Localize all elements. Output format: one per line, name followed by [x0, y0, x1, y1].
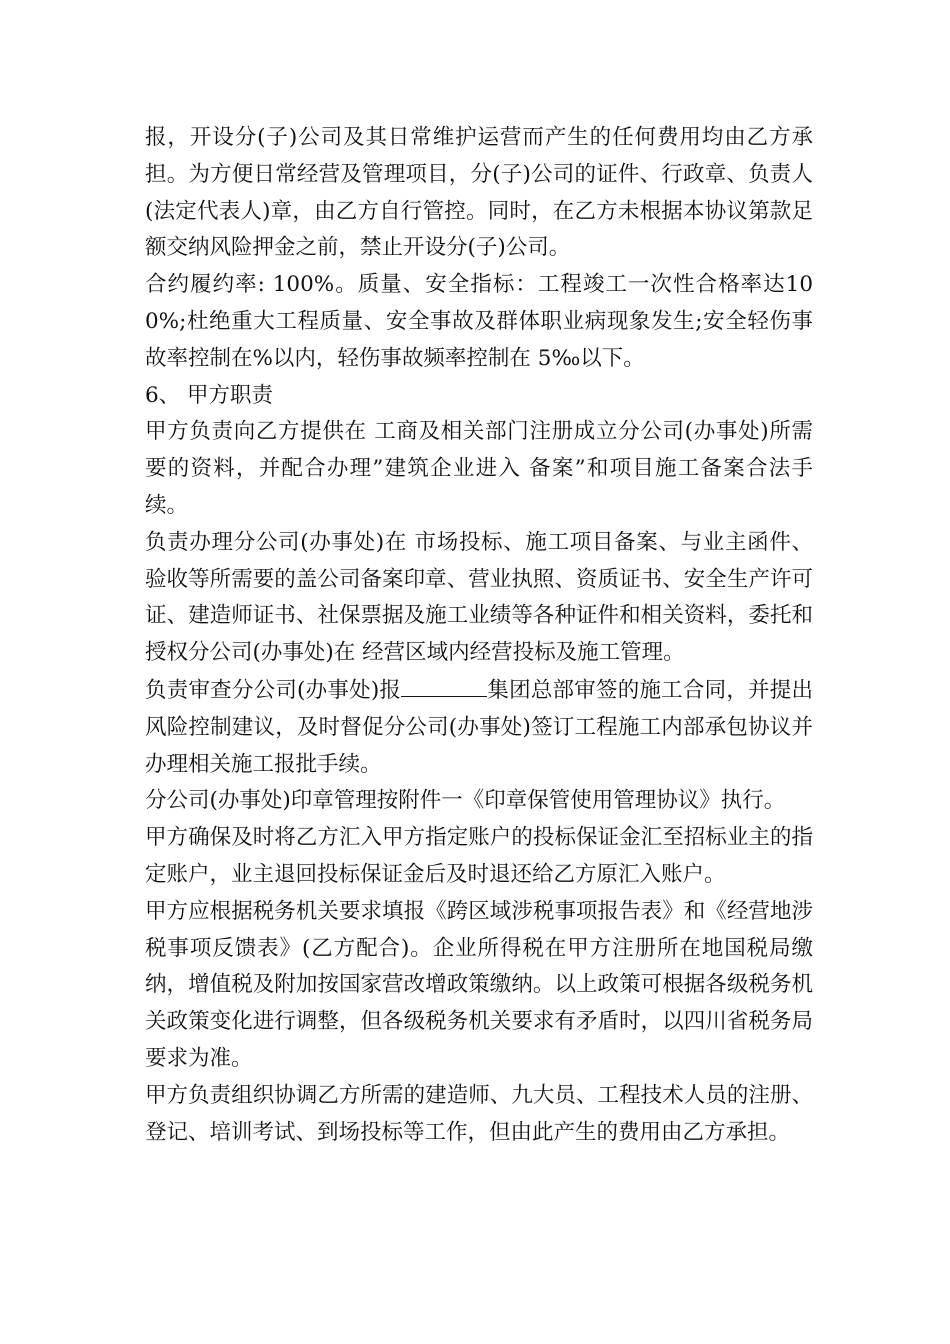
paragraph-seals-and-certificates: 负责办理分公司(办事处)在 市场投标、施工项目备案、与业主函件、验收等所需要的盖公司备案印章、营业执照、资质证书、安全生产许可证、建造师证书、社保票据及施工业绩等各种证件和相关资料，委托和授权分公司(办事处)在 经营区域内经营投标及施工管理。: [145, 529, 813, 666]
document-body: [145, 120, 813, 1151]
paragraph-seal-management: 分公司(办事处)印章管理按附件一《印章保管使用管理协议》执行。: [145, 788, 786, 814]
paragraph-branch-costs: 报，开设分(子)公司及其日常维护运营而产生的任何费用均由乙方承担。为方便日常经营及管理项目，分(子)公司的证件、行政章、负责人(法定代表人)章，由乙方自行管控。同时，在乙方未根据本协议第款足额交纳风险押金之前，禁止开设分(子)公司。: [145, 125, 813, 261]
contract-review-text-after: 集团总部审签的施工合同，并提出风险控制建议，及时督促分公司(办事处)签订工程施工内部承包协议并办理相关施工报批手续。: [145, 677, 813, 777]
paragraph-contract-review: [145, 672, 813, 783]
paragraph-personnel-coordination: 甲方负责组织协调乙方所需的建造师、九大员、工程技术人员的注册、登记、培训考试、到场投标等工作，但由此产生的费用由乙方承担。: [145, 1082, 813, 1145]
blank-underline: [401, 672, 487, 697]
paragraph-performance-rate: 合约履约率: 100%。质量、安全指标：工程竣工一次性合格率达100%;杜绝重大工程质量、安全事故及群体职业病现象发生;安全轻伤事故率控制在%以内，轻伤事故频率控制在 5‰以下。: [145, 272, 813, 371]
paragraph-registration-materials: 甲方负责向乙方提供在 工商及相关部门注册成立分公司(办事处)所需要的资料，并配合办理”建筑企业进入 备案”和项目施工备案合法手续。: [145, 419, 813, 518]
paragraph-tax-reporting: 甲方应根据税务机关要求填报《跨区域涉税事项报告表》和《经营地涉税事项反馈表》(乙方配合)。企业所得税在甲方注册所在地国税局缴纳，增值税及附加按国家营改增政策缴纳。以上政策可根据各级税务机关政策变化进行调整，但各级税务机关要求有矛盾时，以四川省税务局要求为准。: [145, 898, 813, 1071]
contract-review-text-before: 负责审查分公司(办事处)报: [145, 677, 402, 703]
paragraph-bid-deposit: 甲方确保及时将乙方汇入甲方指定账户的投标保证金汇至招标业主的指定账户，业主退回投标保证金后及时退还给乙方原汇入账户。: [145, 825, 813, 887]
section-heading-party-a-duties: 6、 甲方职责: [145, 382, 274, 408]
